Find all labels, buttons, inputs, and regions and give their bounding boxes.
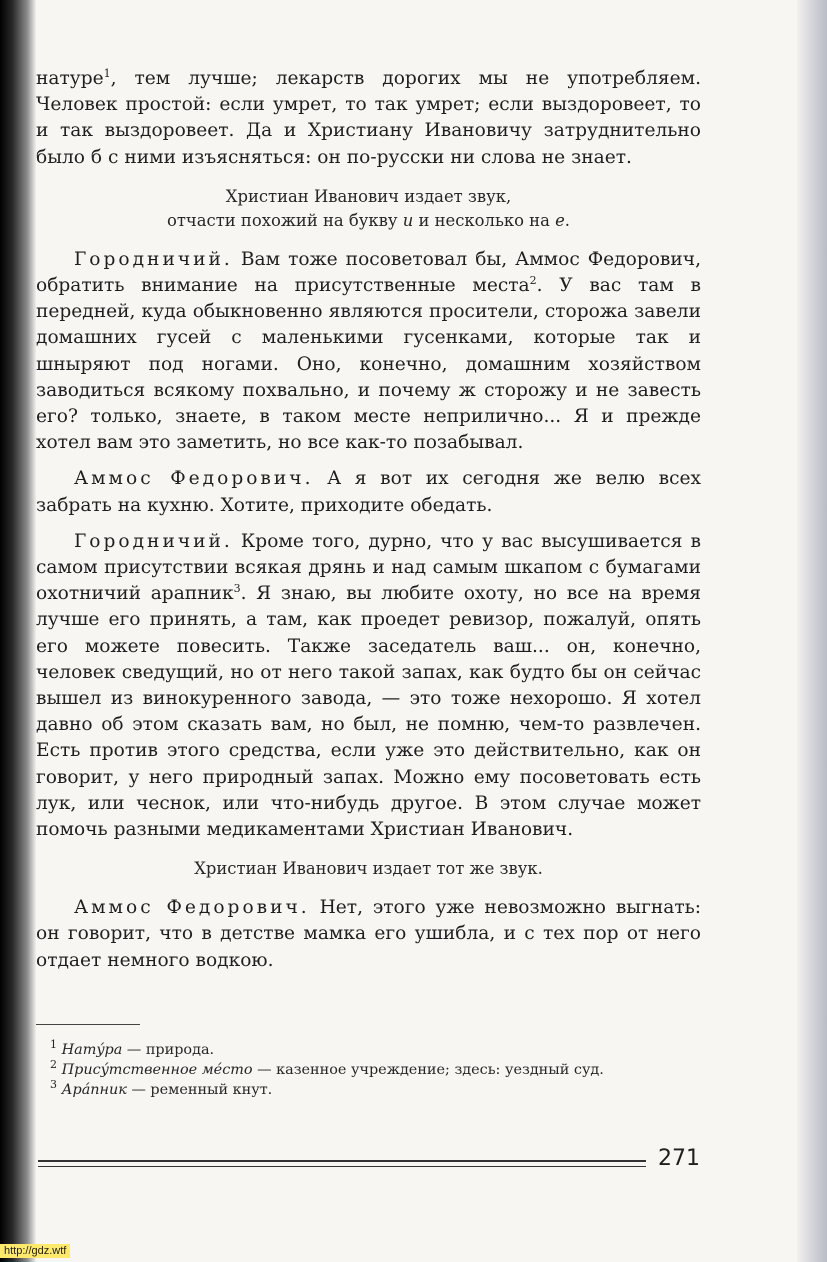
footnote-2: $^2$ Присýтственное мéсто — казенное учреждение; здесь: уездный суд.: [50, 1058, 604, 1078]
page-number: 271: [658, 1146, 700, 1171]
footnote-ref-1[interactable]: 1: [103, 66, 111, 80]
footnote-ref-2[interactable]: 2: [529, 273, 537, 287]
speaker-name: Городничий.: [74, 530, 233, 552]
main-text: [36, 66, 701, 974]
footnotes: [36, 1040, 701, 1100]
page-edge: [797, 0, 827, 1262]
footnote-ref-3[interactable]: 3: [233, 582, 241, 596]
paragraph-5: Аммос Федорович. Нет, этого уже невозможно выгнать: он говорит, что в детстве мамка его ушибла, и с тех пор от него отдает немного водкою.: [36, 897, 701, 971]
speaker-name: Городничий.: [74, 248, 233, 270]
paragraph-3: Аммос Федорович. А я вот их сегодня же велю всех забрать на кухню. Хотите, приходите обедать.: [36, 468, 701, 516]
book-gutter-shadow: [0, 0, 36, 1262]
paragraph-2: Городничий. Вам тоже посоветовал бы, Аммос Федорович, обратить внимание на присутственные места$^2$. У вас там в передней, куда обыкновенно являются просители, сторожа завели домашних гусей с маленькими гусенками, которые так и шныряют под ногами. Оно, конечно, домашним хозяйством заводиться всякому похвально, и почему ж сторожу и не завесть его? только, знаете, в таком месте неприлично... Я и прежде хотел вам это заметить, но все как-то позабывал.: [36, 248, 701, 454]
speaker-name: Аммос Федорович.: [74, 468, 314, 490]
bottom-rule: [38, 1160, 646, 1167]
footnote-3: $^3$ Арáпник — ременный кнут.: [50, 1078, 273, 1098]
paragraph-1: натуре$^1$, тем лучше; лекарств дорогих мы не употребляем. Человек простой: если умрет, то так умрет; если выздоровеет, то и так выздоровеет. Да и Христиану Ивановичу затруднительно было б с ними изъясняться: он по-русски ни слова не знает.: [36, 66, 701, 168]
watermark-link[interactable]: http://gdz.wtf: [0, 1244, 70, 1258]
book-page: [36, 0, 797, 1262]
footnote-divider: [36, 1024, 140, 1025]
stage-direction-1: Христиан Иванович издает звук, отчасти похожий на букву и и несколько на е.: [166, 186, 571, 230]
speaker-name: Аммос Федорович.: [74, 897, 310, 919]
paragraph-4: Городничий. Кроме того, дурно, что у вас высушивается в самом присутствии всякая дрянь и над самым шкапом с бумагами охотничий арапник$^3$. Я знаю, вы любите охоту, но все на время лучше его принять, а там, как проедет ревизор, пожалуй, опять его можете повесить. Также заседатель ваш... он, конечно, человек сведущий, но от него такой запах, как будто бы он сейчас вышел из винокуренного завода, — это тоже нехорошо. Я хотел давно об этом сказать вам, но был, не помню, чем-то развлечен. Есть против этого средства, если уже это действительно, как он говорит, у него природный запах. Можно ему посоветовать есть лук, или чеснок, или что-нибудь другое. В этом случае может помочь разными медикаментами Христиан Иванович.: [36, 530, 701, 841]
stage-direction-2: Христиан Иванович издает тот же звук.: [194, 859, 543, 879]
footnote-1: $^1$ Натýра — природа.: [50, 1038, 215, 1058]
